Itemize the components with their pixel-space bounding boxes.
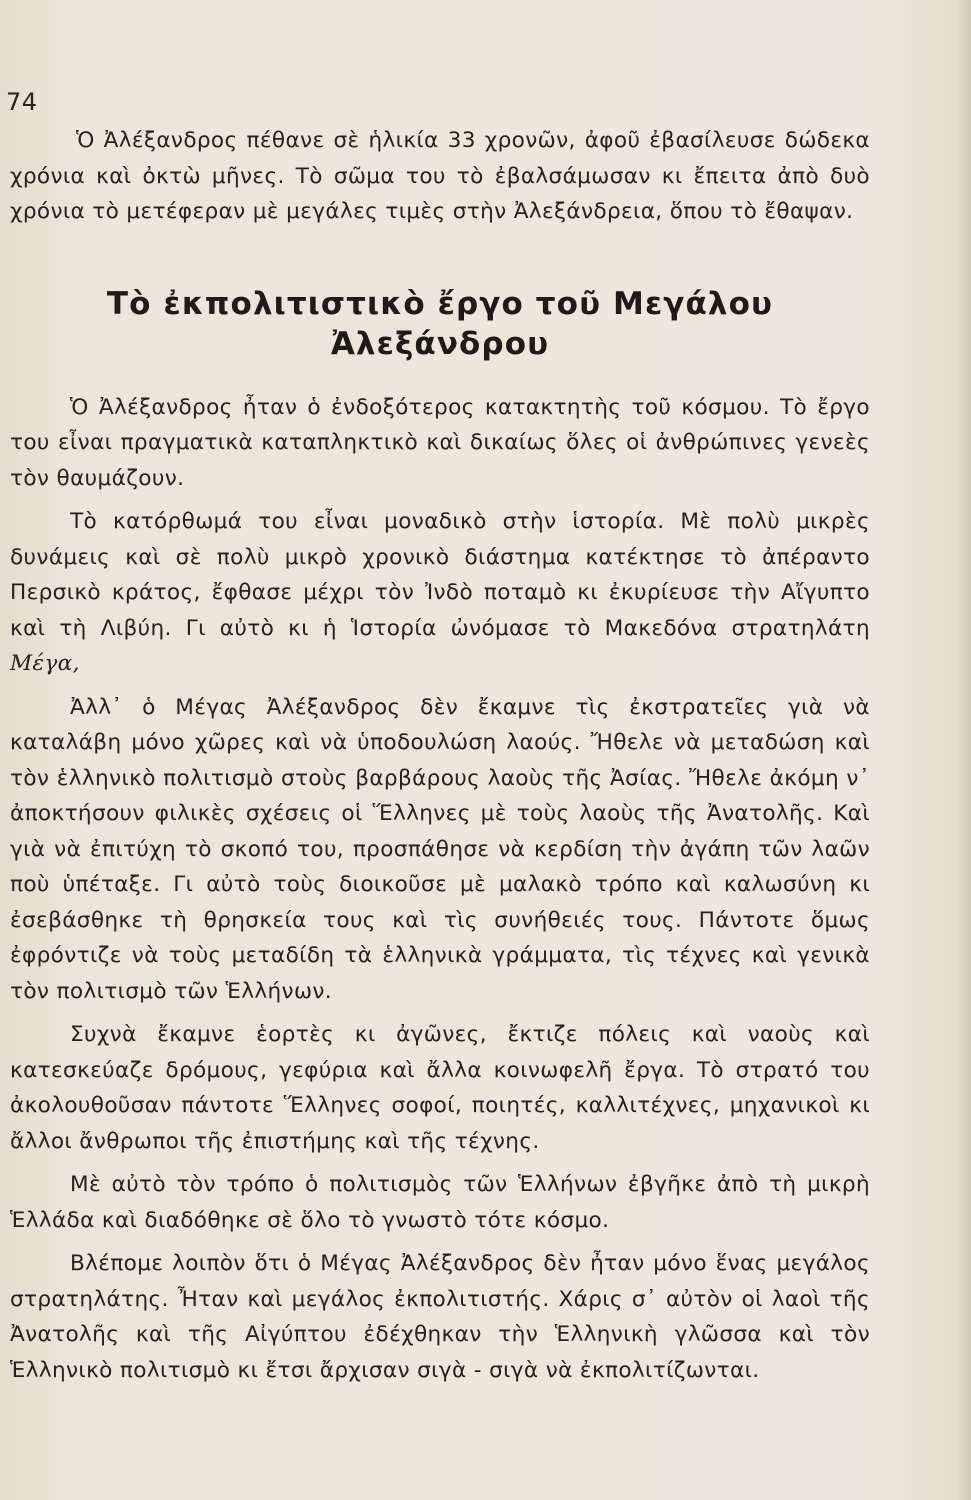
paragraph-gap [10, 682, 870, 690]
paragraph-2-text: Τὸ κατόρθωμά του εἶναι μοναδικὸ στὴν ἱστορία. Μὲ πολὺ μικρὲς δυνάμεις καὶ σὲ πολὺ μικρὸ χρονικὸ διάστημα κατέκτησε τὸ ἀπέραντο Περσικὸ κράτος, ἔφθασε μέχρι τὸν Ἰνδὸ ποταμὸ κι ἐκυρίευσε τὴν Αἴγυπτο καὶ τὴ Λιβύη. Γι αὐτὸ κι ἡ Ἱστορία ὠνόμασε τὸ Μακεδόνα στρατηλάτη [10, 509, 870, 641]
paragraph-2 [10, 504, 870, 682]
paragraph-5: Μὲ αὐτὸ τὸν τρόπο ὁ πολιτισμὸς τῶν Ἑλλήνων ἐβγῆκε ἀπὸ τὴ μικρὴ Ἑλλάδα καὶ διαδόθηκε σὲ ὅλο τὸ γνωστὸ τότε κόσμο. [10, 1172, 870, 1233]
page-number: 74 [6, 88, 38, 116]
paragraph-gap [10, 1238, 870, 1246]
intro-paragraph: Ὁ Ἀλέξανδρος πέθανε σὲ ἡλικία 33 χρονῶν, ἀφοῦ ἐβασίλευσε δώδεκα χρόνια καὶ ὀκτὼ μῆνες. Τὸ σῶμα του τὸ ἐβαλσάμωσαν κι ἔπειτα ἀπὸ δυὸ χρόνια τὸ μετέφεραν μὲ μεγάλες τιμὲς στὴν Ἀλεξάνδρεια, ὅπου τὸ ἔθαψαν. [10, 128, 870, 224]
paragraph-gap [10, 1159, 870, 1167]
paragraph-1: Ὁ Ἀλέξανδρος ἦταν ὁ ἐνδοξότερος κατακτητὴς τοῦ κόσμου. Τὸ ἔργο του εἶναι πραγματικὰ καταπληκτικὸ καὶ δικαίως ὅλες οἱ ἀνθρώπινες γενεὲς τὸν θαυμάζουν. [10, 394, 870, 491]
page-edge-shadow [957, 0, 971, 1500]
paragraph-2-emphasis: Μέγα, [10, 651, 80, 676]
paragraph-6: Βλέπομε λοιπὸν ὅτι ὁ Μέγας Ἀλέξανδρος δὲν ἦταν μόνο ἕνας μεγάλος στρατηλάτης. Ἦταν καὶ μεγάλος ἐκπολιτιστής. Χάρις σ᾽ αὐτὸν οἱ λαοὶ τῆς Ἀνατολῆς καὶ τῆς Αἰγύπτου ἐδέχθηκαν τὴν Ἑλληνικὴ γλῶσσα καὶ τὸν Ἑλληνικὸ πολιτισμὸ κι ἔτσι ἄρχισαν σιγὰ - σιγὰ νὰ ἐκπολιτίζωνται. [10, 1251, 870, 1383]
paragraph-gap [10, 496, 870, 504]
paragraph-3: Ἀλλ᾽ ὁ Μέγας Ἀλέξανδρος δὲν ἔκαμνε τὶς ἐκστρατεῖες γιὰ νὰ καταλάβη μόνο χῶρες καὶ νὰ ὑποδουλώση λαούς. Ἤθελε νὰ μεταδώση καὶ τὸν ἑλληνικὸ πολιτισμὸ στοὺς βαρβάρους λαοὺς τῆς Ἀσίας. Ἤθελε ἀκόμη ν᾽ ἀποκτήσουν φιλικὲς σχέσεις οἱ Ἕλληνες μὲ τοὺς λαοὺς τῆς Ἀνατολῆς. Καὶ γιὰ νὰ ἐπιτύχη τὸ σκοπό του, προσπάθησε νὰ κερδίση τὴν ἀγάπη τῶν λαῶν ποὺ ὑπέταξε. Γι αὐτὸ τοὺς διοικοῦσε μὲ μαλακὸ τρόπο καὶ καλωσύνη κι ἐσεβάσθηκε τὴ θρησκεία τους καὶ τὶς συνήθειές τους. Πάντοτε ὅμως ἐφρόντιζε νὰ τοὺς μεταδίδη τὰ ἑλληνικὰ γράμματα, τὶς τέχνες καὶ γενικὰ τὸν πολιτισμὸ τῶν Ἑλλήνων. [10, 694, 870, 1004]
section-heading: Τὸ ἐκπολιτιστικὸ ἔργο τοῦ Μεγάλου Ἀλεξάνδρου [106, 285, 774, 362]
page-body [10, 123, 870, 1388]
paragraph-gap [10, 1009, 870, 1017]
paragraph-4: Συχνὰ ἔκαμνε ἑορτὲς κι ἀγῶνες, ἔκτιζε πόλεις καὶ ναοὺς καὶ κατεσκεύαζε δρόμους, γεφύρια καὶ ἄλλα κοινωφελῆ ἔργα. Τὸ στρατό του ἀκολουθοῦσαν πάντοτε Ἕλληνες σοφοί, ποιητές, καλλιτέχνες, μηχανικοὶ κι ἄλλοι ἄνθρωποι τῆς ἐπιστήμης καὶ τῆς τέχνης. [10, 1022, 870, 1154]
